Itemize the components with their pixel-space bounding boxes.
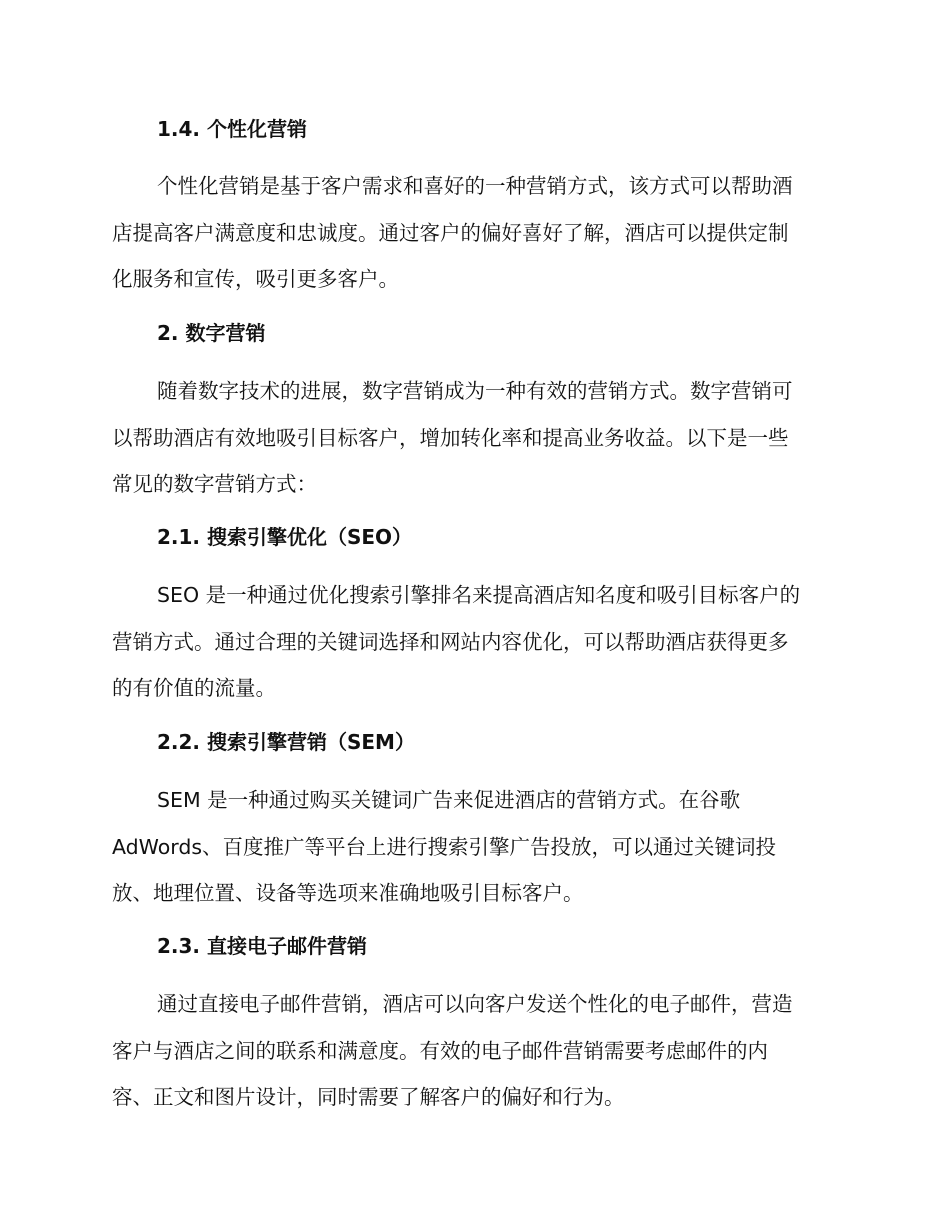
section-paragraph-2-2 — [112, 777, 830, 917]
paragraph-line: 的有价值的流量。 — [112, 676, 276, 700]
paragraph-line: 店提高客户满意度和忠诚度。通过客户的偏好喜好了解，酒店可以提供定制 — [112, 220, 789, 245]
section-paragraph-2-3 — [112, 981, 830, 1121]
paragraph-line: 个性化营销是基于客户需求和喜好的一种营销方式，该方式可以帮助酒 — [157, 174, 793, 198]
paragraph-line: 营销方式。通过合理的关键词选择和网站内容优化，可以帮助酒店获得更多 — [112, 629, 789, 654]
paragraph-line: 容、正文和图片设计，同时需要了解客户的偏好和行为。 — [112, 1085, 625, 1109]
section-heading-2-2: 2.2. 搜索引擎营销（SEM） — [157, 730, 415, 754]
paragraph-line: SEM 是一种通过购买关键词广告来促进酒店的营销方式。在谷歌 — [157, 788, 741, 812]
section-paragraph-2 — [112, 368, 830, 508]
paragraph-line: 通过直接电子邮件营销，酒店可以向客户发送个性化的电子邮件，营造 — [157, 992, 793, 1016]
section-paragraph-2-1 — [112, 572, 830, 712]
section-heading-2-3: 2.3. 直接电子邮件营销 — [157, 934, 367, 958]
paragraph-line: 放、地理位置、设备等选项来准确地吸引目标客户。 — [112, 881, 584, 905]
paragraph-line: 化服务和宣传，吸引更多客户。 — [112, 267, 399, 291]
section-heading-1-4: 1.4. 个性化营销 — [157, 117, 307, 141]
section-heading-2-1: 2.1. 搜索引擎优化（SEO） — [157, 525, 413, 549]
paragraph-line: 随着数字技术的进展，数字营销成为一种有效的营销方式。数字营销可 — [157, 379, 793, 403]
paragraph-line: 以帮助酒店有效地吸引目标客户，增加转化率和提高业务收益。以下是一些 — [112, 425, 789, 450]
paragraph-line: AdWords、百度推广等平台上进行搜索引擎广告投放，可以通过关键词投 — [112, 834, 777, 859]
paragraph-line: 常见的数字营销方式： — [112, 472, 317, 496]
section-paragraph-1-4 — [112, 163, 830, 303]
paragraph-line: 客户与酒店之间的联系和满意度。有效的电子邮件营销需要考虑邮件的内 — [112, 1038, 768, 1063]
section-heading-2: 2. 数字营销 — [157, 321, 266, 345]
paragraph-line: SEO 是一种通过优化搜索引擎排名来提高酒店知名度和吸引目标客户的 — [157, 583, 801, 607]
